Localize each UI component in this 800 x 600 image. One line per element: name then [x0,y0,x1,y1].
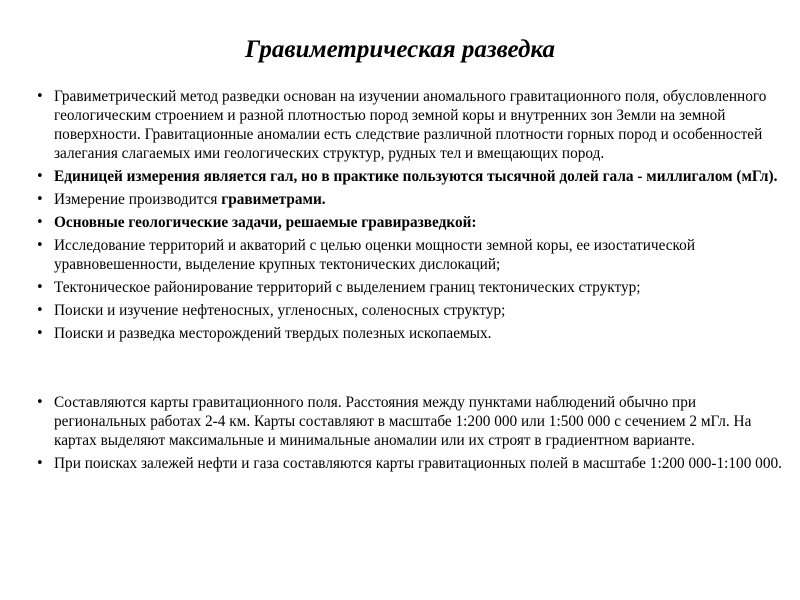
bullet-item [36,278,792,297]
bullet-text-regular: Измерение производится [54,191,222,208]
bullet-text: Единицей измерения является гал, но в практике пользуются тысячной долей гала - миллигалом (мГл). [54,168,778,185]
bullet-item [36,301,792,320]
bullet-item [36,213,792,232]
bullet-dot-icon: • [36,169,44,184]
bullet-text: Поиски и разведка месторождений твердых полезных ископаемых. [54,325,492,342]
bullet-text: Гравиметрический метод разведки основан на изучении аномального гравитационного поля, обусловленного геологическим строением и разной плотностью пород земной коры и внутренних зон Земли на земной поверхности. Гравитационные аномалии есть следствие различной плотности горных пород и особенностей залегания слагаемых ими геологических структур, рудных тел и вмещающих пород. [54,88,767,162]
bullet-text: Составляются карты гравитационного поля. Расстояния между пунктами наблюдений обычно при региональных работах 2-4 км. Карты составляют в масштабе 1:200 000 или 1:500 000 с сечением 2 мГл. На картах выделяют максимальные и минимальные аномалии или их строят в градиентном варианте. [54,394,752,449]
bullet-dot-icon: • [36,280,44,295]
bullet-dot-icon: • [36,395,44,410]
bullet-dot-icon: • [36,303,44,318]
bullet-item [36,454,792,473]
bullet-text-bold: гравиметрами. [221,191,326,208]
bullet-dot-icon: • [36,89,44,104]
bullet-text: При поисках залежей нефти и газа составляются карты гравитационных полей в масштабе 1:200 000-1:100 000. [54,455,782,472]
bullet-item [36,393,792,450]
bullet-item [36,87,792,163]
bullet-item [36,167,792,186]
bullet-text [54,191,326,208]
spacer [36,347,792,393]
bullet-item [36,324,792,343]
bullet-list [36,87,792,477]
bullet-dot-icon: • [36,192,44,207]
bullet-dot-icon: • [36,456,44,471]
bullet-dot-icon: • [36,215,44,230]
bullet-text: Исследование территорий и акваторий с целью оценки мощности земной коры, ее изостатической уравновешенности, выделение крупных тектонических дислокаций; [54,237,696,273]
bullet-dot-icon: • [36,326,44,341]
bullet-item [36,236,792,274]
bullet-item [36,190,792,209]
slide-title: Гравиметрическая разведка [245,36,555,63]
bullet-text: Тектоническое районирование территорий с выделением границ тектонических структур; [54,279,641,296]
bullet-dot-icon: • [36,238,44,253]
bullet-text: Поиски и изучение нефтеносных, угленосных, соленосных структур; [54,302,506,319]
bullet-text: Основные геологические задачи, решаемые гравиразведкой: [54,214,477,231]
